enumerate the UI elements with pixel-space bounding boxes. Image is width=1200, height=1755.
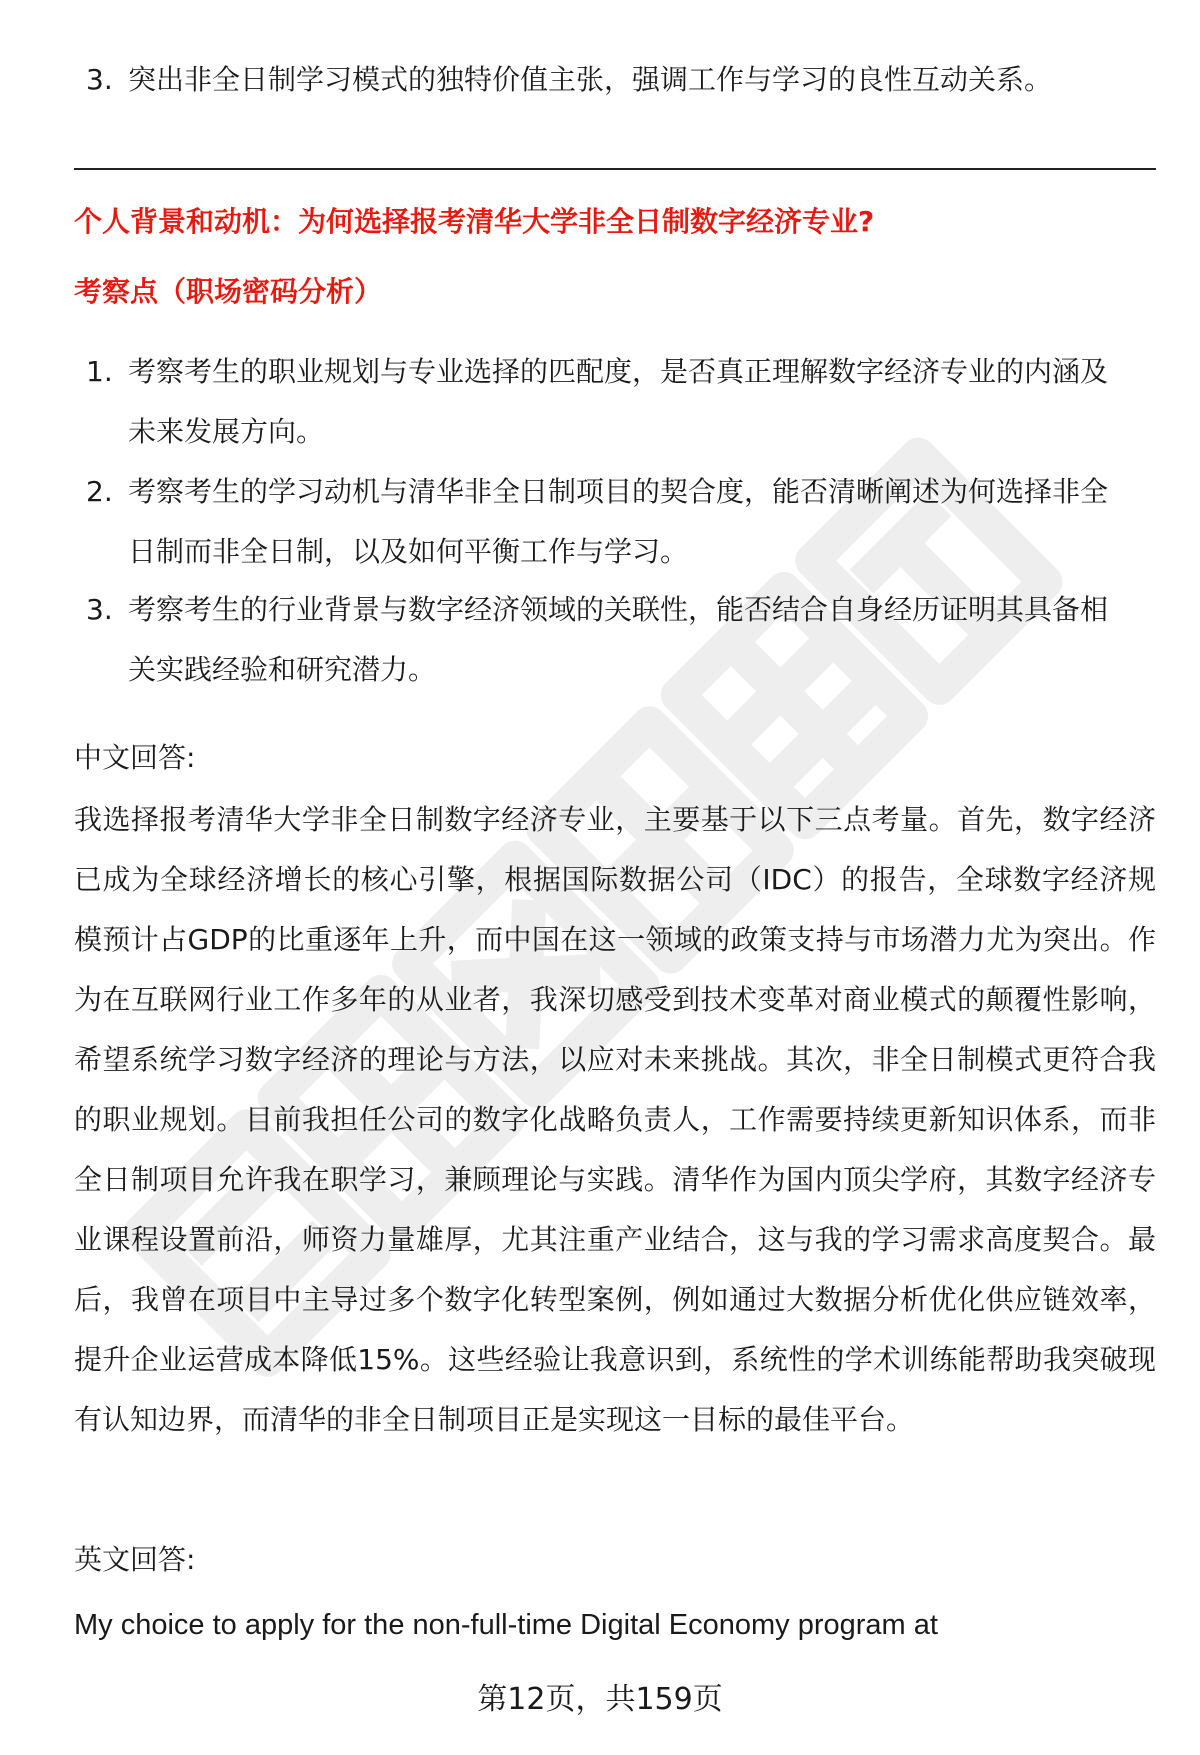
exam-point-item: [74, 462, 1156, 582]
english-answer-label: 英文回答:: [74, 1543, 196, 1576]
exam-points-heading: 考察点（职场密码分析）: [74, 275, 383, 308]
english-answer-text: My choice to apply for the non-full-time Digital Economy program at: [74, 1609, 938, 1641]
list-text: 考察考生的职业规划与专业选择的匹配度，是否真正理解数字经济专业的内涵及未来发展方向。: [128, 355, 1109, 448]
list-number: 1.: [86, 355, 113, 388]
list-text: 突出非全日制学习模式的独特价值主张，强调工作与学习的良性互动关系。: [128, 63, 1053, 96]
chinese-answer-text: 我选择报考清华大学非全日制数字经济专业，主要基于以下三点考量。首先，数字经济已成为全球经济增长的核心引擎，根据国际数据公司（IDC）的报告，全球数字经济规模预计占GDP的比重逐年上升，而中国在这一领域的政策支持与市场潜力尤为突出。作为在互联网行业工作多年的从业者，我深切感受到技术变革对商业模式的颠覆性影响，希望系统学习数字经济的理论与方法，以应对未来挑战。其次，非全日制模式更符合我的职业规划。目前我担任公司的数字化战略负责人，工作需要持续更新知识体系，而非全日制项目允许我在职学习，兼顾理论与实践。清华作为国内顶尖学府，其数字经济专业课程设置前沿，师资力量雄厚，尤其注重产业结合，这与我的学习需求高度契合。最后，我曾在项目中主导过多个数字化转型案例，例如通过大数据分析优化供应链效率，提升企业运营成本降低15%。这些经验让我意识到，系统性的学术训练能帮助我突破现有认知边界，而清华的非全日制项目正是实现这一目标的最佳平台。: [74, 803, 1156, 1436]
section-divider: [74, 168, 1156, 170]
list-text: 考察考生的行业背景与数字经济领域的关联性，能否结合自身经历证明其具备相关实践经验和研究潜力。: [128, 593, 1109, 686]
chinese-answer-label: 中文回答:: [74, 741, 196, 774]
question-heading: 个人背景和动机：为何选择报考清华大学非全日制数字经济专业?: [74, 205, 875, 238]
list-number: 3.: [86, 593, 113, 626]
exam-point-item: [74, 342, 1156, 462]
intro-list-item: [74, 50, 1156, 110]
exam-point-item: [74, 580, 1156, 700]
page-footer: 第12页，共159页: [477, 1682, 723, 1717]
list-number: 3.: [86, 63, 113, 96]
list-text: 考察考生的学习动机与清华非全日制项目的契合度，能否清晰阐述为何选择非全日制而非全日制，以及如何平衡工作与学习。: [128, 475, 1109, 568]
list-number: 2.: [86, 475, 113, 508]
